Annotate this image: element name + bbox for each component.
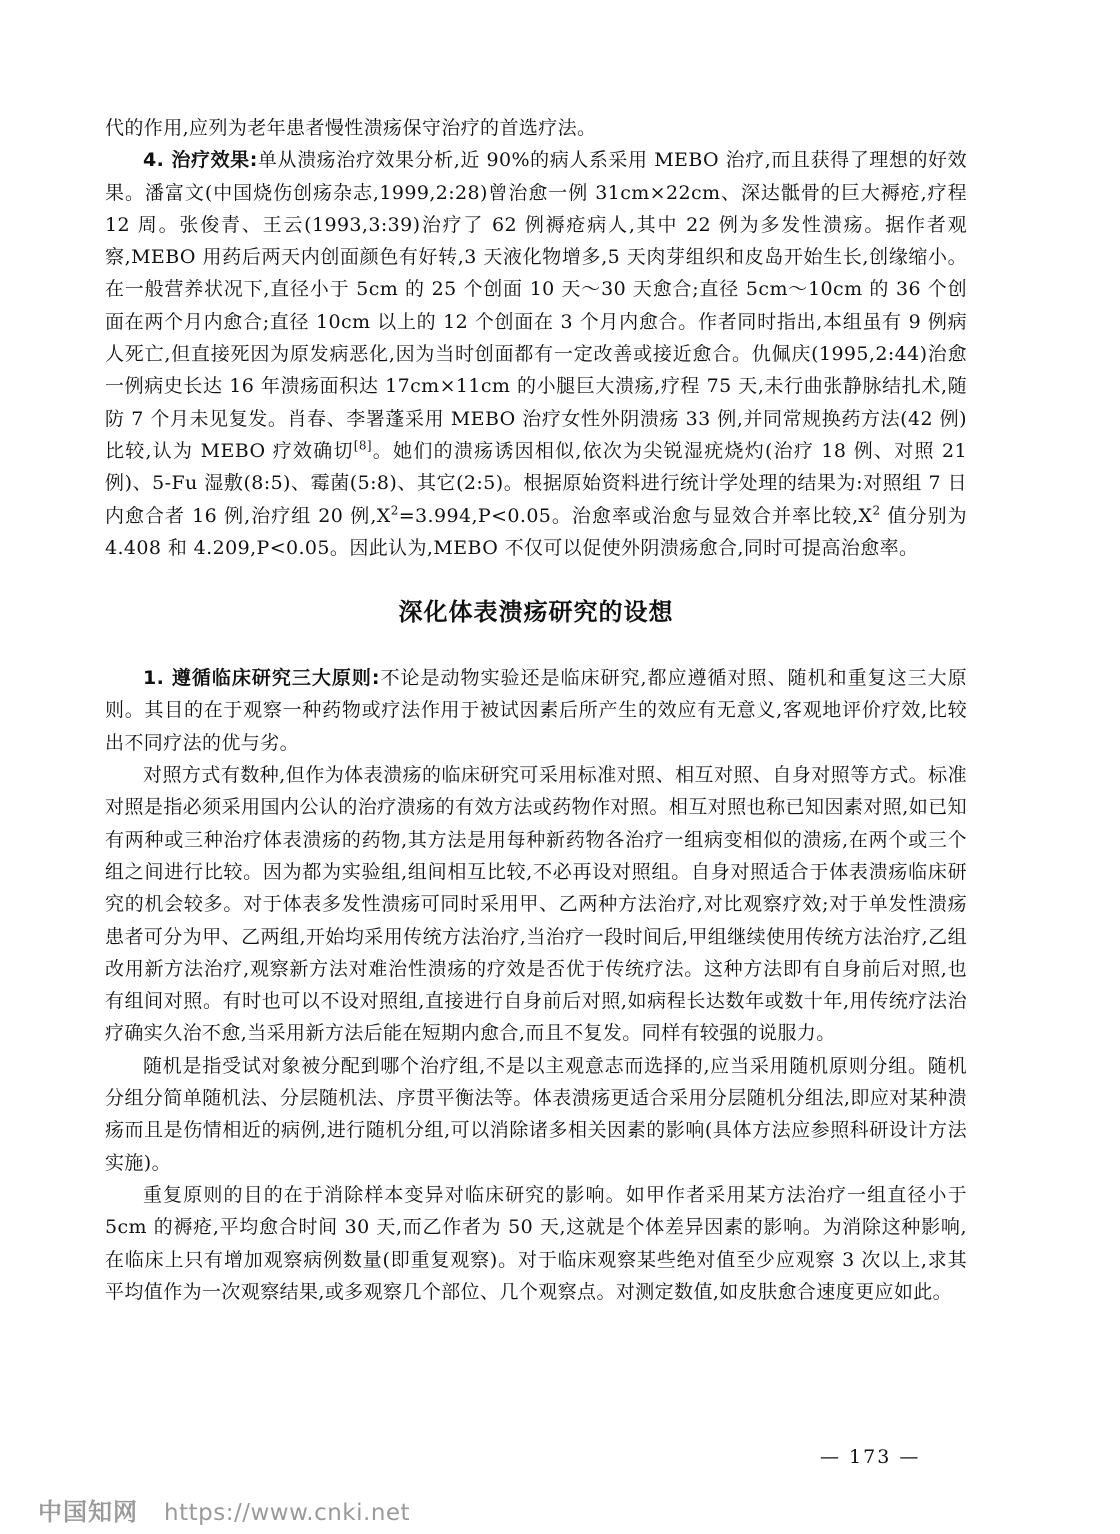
paragraph-treatment-effect <box>105 144 967 564</box>
paragraph-continuation: 代的作用,应列为老年患者慢性溃疡保守治疗的首选疗法。 <box>105 117 597 139</box>
paragraph-lead-heading: 4. 治疗效果: <box>143 149 258 172</box>
paragraph-text-a: 单从溃疡治疗效果分析,近 90%的病人系采用 MEBO 治疗,而且获得了理想的好效果。潘富文(中国烧伤创疡杂志,1999,2:28)曾治愈一例 31cm×22cm、深达骶骨的巨大褥疮,疗程 12 周。张俊青、王云(1993,3:39)治疗了 62 例褥疮病人,其中 22 例为多发性溃疡。据作者观察,MEBO 用药后两天内创面颜色有好转,3 天液化物增多,5 天肉芽组织和皮岛开始生长,创缘缩小。在一般营养状况下,直径小于 5cm 的 25 个创面 10 天～30 天愈合;直径 5cm～10cm 的 36 个创面在两个月内愈合;直径 10cm 以上的 12 个创面在 3 个月内愈合。作者同时指出,本组虽有 9 例病人死亡,但直接死因为原发病恶化,因为当时创面都有一定改善或接近愈合。仇佩庆(1995,2:44)治愈一例病史长达 16 年溃疡面积达 17cm×11cm 的小腿巨大溃疡,疗程 75 天,未行曲张静脉结扎术,随防 7 个月未见复发。肖春、李署蓬采用 MEBO 治疗女性外阴溃疡 33 例,并同常规换药方法(42 例)比较,认为 MEBO 疗效确切 <box>105 149 968 462</box>
page-body <box>105 112 967 1308</box>
watermark-site-name: 中国知网 <box>38 1498 138 1526</box>
paragraph-control-methods: 对照方式有数种,但作为体表溃疡的临床研究可采用标准对照、相互对照、自身对照等方式。标准对照是指必须采用国内公认的治疗溃疡的有效方法或药物作对照。相互对照也称已知因素对照,如已知有两种或三种治疗体表溃疡的药物,其方法是用每种新药物各治疗一组病变相似的溃疡,在两个或三个组之间进行比较。因为都为实验组,组间相互比较,不必再设对照组。自身对照适合于体表溃疡临床研究的机会较多。对于体表多发性溃疡可同时采用甲、乙两种方法治疗,对比观察疗效;对于单发性溃疡患者可分为甲、乙两组,开始均采用传统方法治疗,当治疗一段时间后,甲组继续使用传统方法治疗,乙组改用新方法治疗,观察新方法对难治性溃疡的疗效是否优于传统疗法。这种方法即有自身前后对照,也有组间对照。有时也可以不设对照组,直接进行自身前后对照,如病程长达数年或数十年,用传统疗法治疗确实久治不愈,当采用新方法后能在短期内愈合,而且不复发。同样有较强的说服力。 <box>105 764 967 1045</box>
paragraph-replication: 重复原则的目的在于消除样本变异对临床研究的影响。如甲作者采用某方法治疗一组直径小于 5cm 的褥疮,平均愈合时间 30 天,而乙作者为 50 天,这就是个体差异因素的影响。为消除这种影响,在临床上只有增加观察病例数量(即重复观察)。对于临床观察某些绝对值至少应观察 3 次以上,求其平均值作为一次观察结果,或多观察几个部位、几个观察点。对测定数值,如皮肤愈合速度更应如此。 <box>105 1183 967 1303</box>
cnki-watermark <box>38 1492 410 1527</box>
section-title: 深化体表溃疡研究的设想 <box>398 598 674 627</box>
paragraph-lead-heading: 1. 遵循临床研究三大原则: <box>143 667 380 690</box>
watermark-url[interactable]: https://www.cnki.net <box>164 1500 411 1526</box>
paragraph-three-principles <box>105 662 967 759</box>
paragraph-text-c: =3.994,P<0.05。治愈率或治愈与显效合并率比较,X <box>398 504 873 527</box>
paragraph-text-b: 。她们的溃疡诱因相似,依次为尖锐湿疣烧灼(治疗 18 例、对照 21 例)、5-Fu 湿敷(8:5)、霉菌(5:8)、其它(2:5)。根据原始资料进行统计学处理的结果为:对照组 7 日内愈合者 16 例,治疗组 20 例,X <box>105 439 967 527</box>
paragraph-randomization: 随机是指受试对象被分配到哪个治疗组,不是以主观意志而选择的,应当采用随机原则分组。随机分组分简单随机法、分层随机法、序贯平衡法等。体表溃疡更适合采用分层随机分组法,即应对某种溃疡而且是伤情相近的病例,进行随机分组,可以消除诸多相关因素的影响(具体方法应参照科研设计方法实施)。 <box>105 1054 967 1174</box>
superscript-2: 2 <box>872 503 881 518</box>
page-number: — 173 — <box>820 1446 921 1468</box>
reference-marker: [8] <box>353 438 372 453</box>
paragraph-text: 不论是动物实验还是临床研究,都应遵循对照、随机和重复这三大原则。其目的在于观察一种药物或疗法作用于被试因素后所产生的效应有无意义,客观地评价疗效,比较出不同疗法的优与劣。 <box>105 667 967 754</box>
superscript-2: 2 <box>390 503 399 518</box>
paragraph-text-d: 值分别为 4.408 和 4.209,P<0.05。因此认为,MEBO 不仅可以促使外阴溃疡愈合,同时可提高治愈率。 <box>105 504 967 559</box>
